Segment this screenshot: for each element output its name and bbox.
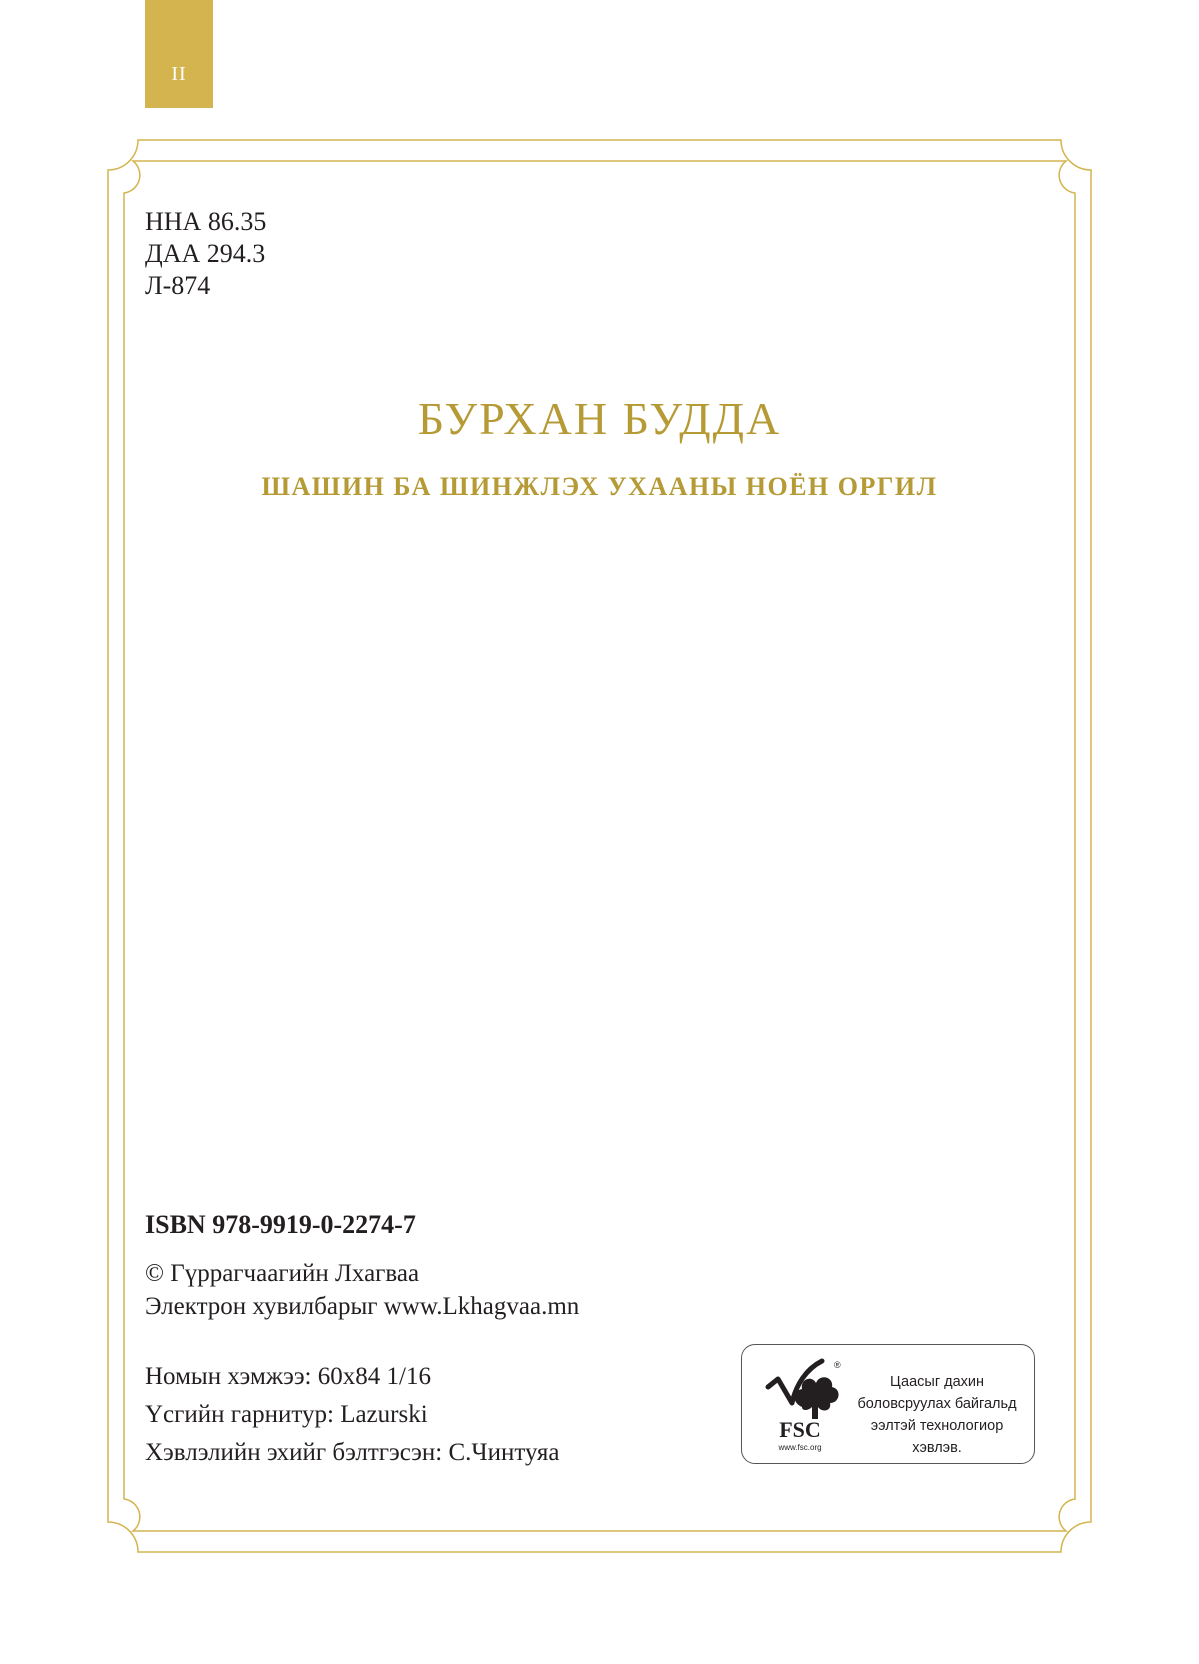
fsc-statement-line: ээлтэй технологиор xyxy=(870,1418,1004,1434)
book-title: БУРХАН БУДДА xyxy=(417,393,782,444)
electronic-version-line: Электрон хувилбарыг www.Lkhagvaa.mn xyxy=(145,1293,580,1320)
classification-line: Л-874 xyxy=(145,271,211,300)
fsc-logo-icon xyxy=(762,1357,842,1453)
fsc-url: www.fsc.org xyxy=(778,1443,822,1452)
fsc-statement-line: хэвлэв. xyxy=(912,1440,962,1456)
page-number: II xyxy=(171,63,187,85)
fsc-certification-box xyxy=(741,1344,1035,1464)
spec-line: Хэвлэлийн эхийг бэлтгэсэн: С.Чинтуяа xyxy=(145,1439,560,1466)
book-specs xyxy=(145,1358,559,1472)
fsc-statement xyxy=(838,1371,1036,1459)
fsc-statement-line: боловсруулах байгальд xyxy=(857,1396,1017,1412)
copyright-block xyxy=(145,1257,579,1323)
fsc-logo-text: FSC xyxy=(779,1417,821,1442)
copyright-line: © Гүррагчаагийн Лхагваа xyxy=(145,1260,420,1287)
book-subtitle: ШАШИН БА ШИНЖЛЭХ УХААНЫ НОЁН ОРГИЛ xyxy=(261,472,938,501)
classification-line: ННА 86.35 xyxy=(145,207,267,236)
fsc-statement-line: Цаасыг дахин xyxy=(889,1374,985,1390)
classification-line: ДАА 294.3 xyxy=(145,239,266,268)
isbn: ISBN 978-9919-0-2274-7 xyxy=(145,1210,416,1239)
registered-mark: ® xyxy=(834,1360,841,1370)
spec-line: Номын хэмжээ: 60x84 1/16 xyxy=(145,1363,431,1390)
spec-line: Үсгийн гарнитур: Lazurski xyxy=(145,1401,428,1428)
classification-codes xyxy=(145,206,266,302)
